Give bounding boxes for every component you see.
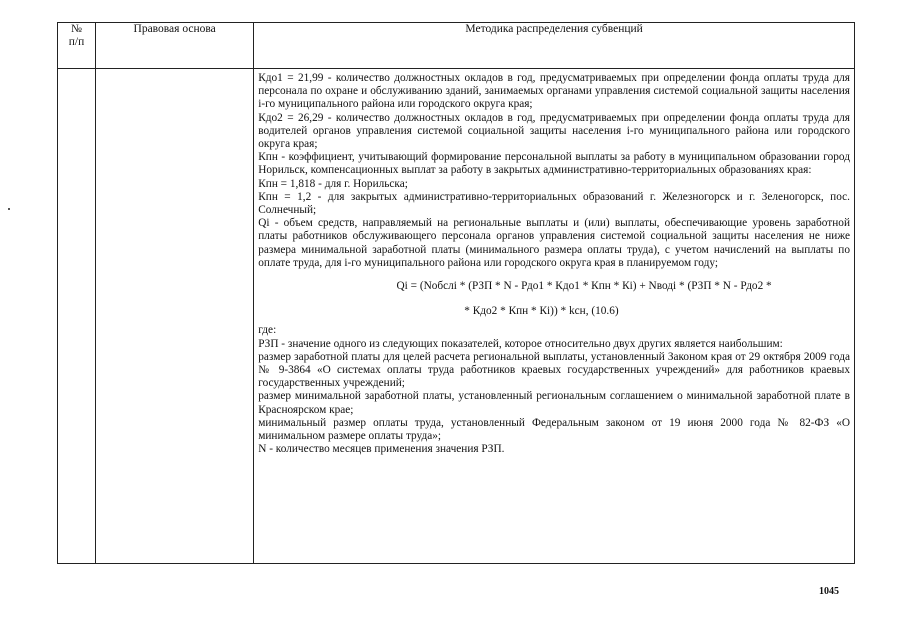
paragraph-qi: Qi - объем средств, направляемый на региональные выплаты и (или) выплаты, обеспечивающие уровень заработной платы работников обслуживающего персонала органов управления системой социальной защиты населения не ниже размера минимальной заработной платы (минимального размера оплаты труда), с учетом начислений на выплаты по оплате труда, для i-го муниципального района или городского округа края в планируемом году;	[258, 217, 850, 269]
paragraph-kpn: Кпн - коэффициент, учитывающий формирование персональной выплаты за работу в муниципальном образовании город Норильск, компенсационных выплат за работу в закрытых административно-территориальных образованиях края:	[258, 151, 850, 177]
paragraph-rzp-option-3: минимальный размер оплаты труда, установленный Федеральным законом от 19 июня 2000 года № 82-ФЗ «О минимальном размере оплаты труда»;	[258, 416, 850, 443]
paragraph-rzp: РЗП - значение одного из следующих показателей, которое относительно двух других является наибольшим:	[258, 337, 783, 350]
cell-method	[254, 69, 855, 564]
paragraph-kdo1: Кдо1 = 21,99 - количество должностных окладов в год, предусматриваемых при определении фонда оплаты труда для персонала по охране и обслуживанию зданий, занимаемых органами управления системой социальной защиты населения i-го муниципального района или городского округа края;	[258, 72, 850, 111]
method-text	[254, 69, 854, 456]
page-number: 1045	[819, 586, 839, 597]
header-number: № п/п	[58, 23, 96, 69]
scan-speck	[8, 208, 10, 210]
formula-line-2: * Кдо2 * Кпн * Кi)) * kсн, (10.6)	[464, 305, 619, 318]
paragraph-kdo2: Кдо2 = 26,29 - количество должностных окладов в год, предусматриваемых при определении фонда оплаты труда для водителей органов управления системой социальной защиты населения i-го муниципального района или городского округа края;	[258, 111, 850, 151]
paragraph-rzp-option-2: размер минимальной заработной платы, установленный региональным соглашением о минимальной заработной плате в Красноярском крае;	[258, 390, 850, 416]
header-method: Методика распределения субвенций	[254, 23, 855, 69]
paragraph-kpn-norilsk: Кпн = 1,818 - для г. Норильска;	[258, 177, 408, 190]
table-header-row	[58, 23, 855, 69]
paragraph-n: N - количество месяцев применения значения РЗП.	[258, 443, 505, 456]
paragraph-rzp-option-1: размер заработной платы для целей расчета региональной выплаты, установленный Законом края от 29 октября 2009 года № 9-3864 «О системах оплаты труда работников краевых государственных учреждений» для работников краевых государственных учреждений;	[258, 350, 850, 390]
table-row	[58, 69, 855, 564]
formula-line-1: Qi = (Nобслi * (РЗП * N - Рдо1 * Кдо1 * Кпн * Кi) + Nводi * (РЗП * N - Рдо2 *	[396, 280, 772, 293]
paragraph-kpn-zato: Кпн = 1,2 - для закрытых административно-территориальных образований г. Железногорск и г. Зеленогорск, пос. Солнечный;	[258, 190, 850, 217]
cell-number	[58, 69, 96, 564]
paragraph-where: где:	[258, 324, 277, 337]
header-legal-basis: Правовая основа	[96, 23, 254, 69]
subvention-method-table	[57, 22, 855, 564]
cell-legal-basis	[96, 69, 254, 564]
